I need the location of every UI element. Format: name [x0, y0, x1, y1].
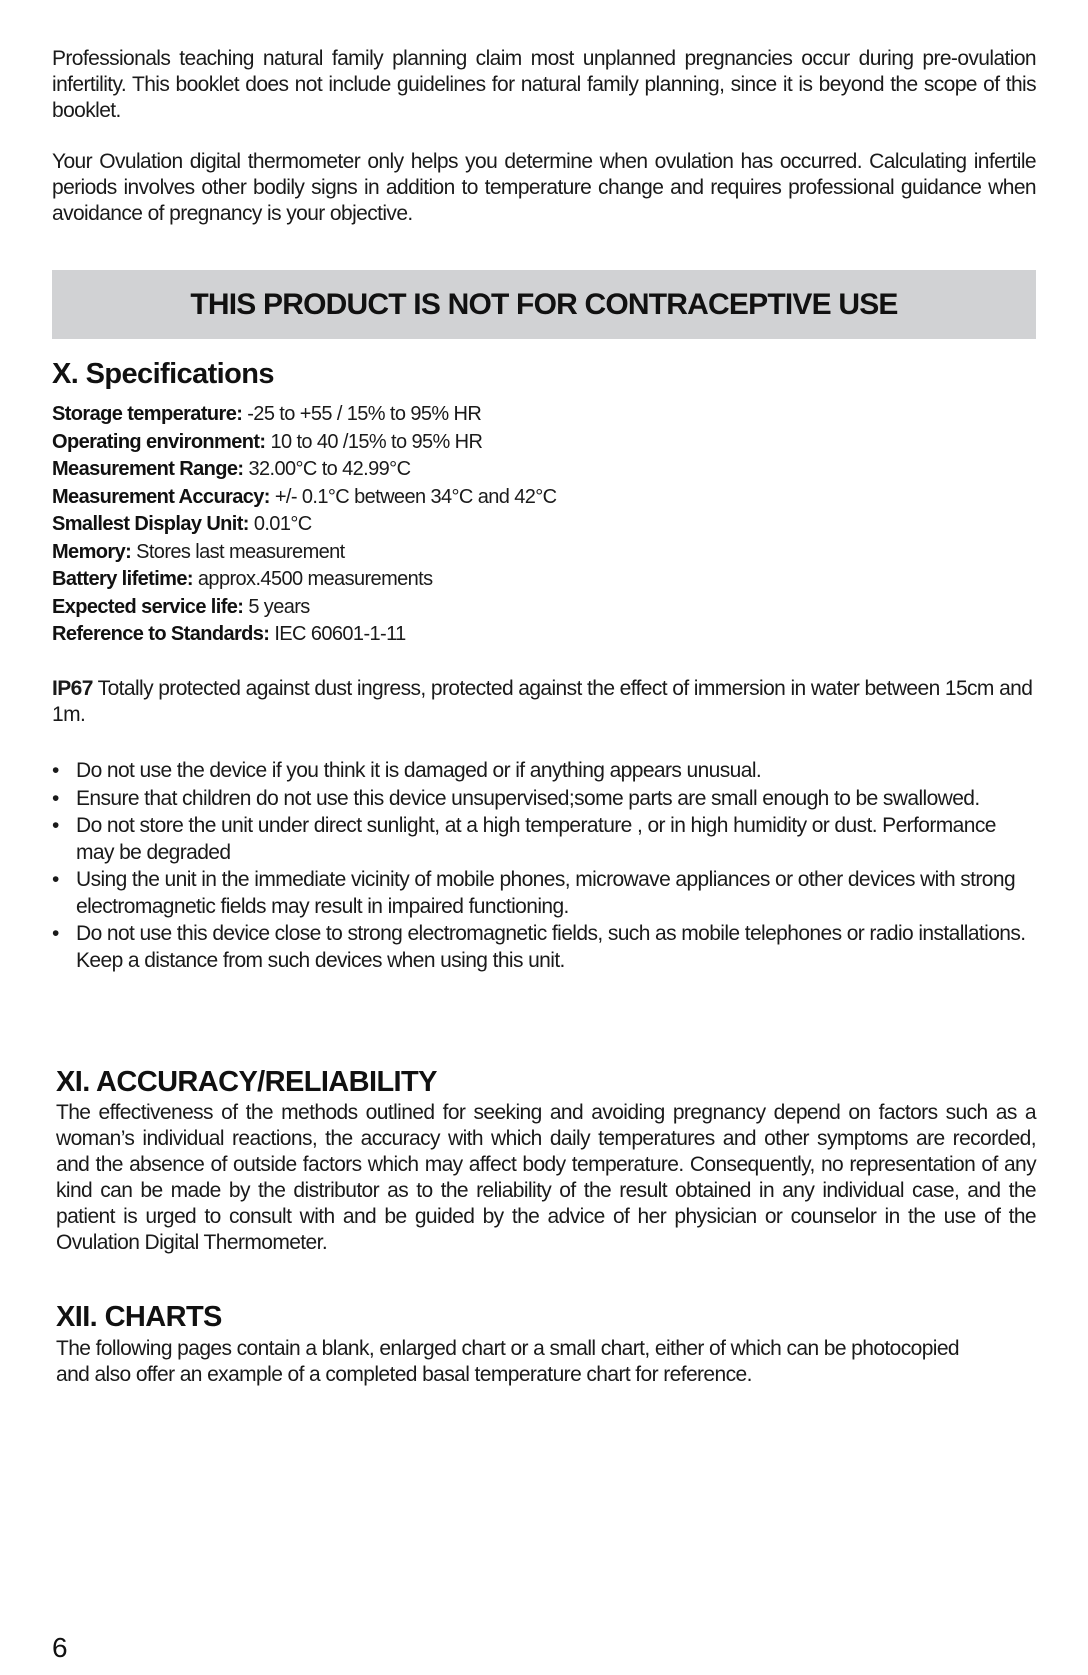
list-item: [52, 758, 1036, 785]
spec-value: 10 to 40 /15% to 95% HR: [265, 430, 483, 453]
list-item: [52, 813, 1036, 866]
intro-paragraph-2: Your Ovulation digital thermometer only helps you determine when ovulation has occurred. Calculating infertile periods involves other bodily signs in addition to temperature change and requires professional guidance when avoidance of pregnancy is your objective.: [52, 150, 1036, 225]
specifications-heading: X. Specifications: [52, 358, 274, 390]
spec-value: 32.00°C to 42.99°C: [243, 458, 411, 480]
spec-memory: [52, 539, 557, 567]
spec-value: +/- 0.1°C between 34°C and 42°C: [269, 485, 557, 508]
ip-rating-text: Totally protected against dust ingress, protected against the effect of immersion in water between 15cm and 1m.: [52, 677, 1033, 726]
bullet-icon: •: [52, 814, 59, 837]
spec-label: Storage temperature:: [52, 403, 243, 425]
spec-value: 5 years: [243, 595, 310, 618]
spec-value: Stores last measurement: [131, 540, 345, 563]
list-item-text: Do not store the unit under direct sunlight, at a high temperature , or in high humidity or dust. Performance may be degraded: [76, 814, 996, 864]
spec-label: Measurement Accuracy:: [52, 485, 270, 508]
list-item-text: Ensure that children do not use this device unsupervised;some parts are small enough to be swallowed.: [76, 786, 980, 810]
intro-paragraph-1: Professionals teaching natural family planning claim most unplanned pregnancies occur during pre-ovulation infertility. This booklet does not include guidelines for natural family planning, since it is beyond the scope of this booklet.: [52, 47, 1036, 122]
bullet-icon: •: [52, 922, 59, 945]
spec-label: Smallest Display Unit:: [52, 513, 249, 535]
list-item-text: Using the unit in the immediate vicinity of mobile phones, microwave appliances or other devices with strong electromagnetic fields may result in impaired functioning.: [76, 868, 1016, 918]
banner-text: THIS PRODUCT IS NOT FOR CONTRACEPTIVE USE: [190, 287, 898, 321]
bullet-icon: •: [52, 759, 59, 782]
list-item: [52, 921, 1036, 974]
spec-reference-standards: [52, 621, 557, 649]
spec-operating-environment: [52, 429, 557, 457]
spec-label: Reference to Standards:: [52, 623, 270, 645]
spec-value: 0.01°C: [248, 513, 312, 535]
safety-warnings-list: [52, 758, 1036, 975]
list-item: [52, 867, 1036, 920]
spec-label: Measurement Range:: [52, 458, 244, 480]
bullet-icon: •: [52, 786, 59, 810]
bullet-icon: •: [52, 868, 59, 891]
charts-heading: XII. CHARTS: [56, 1301, 222, 1333]
spec-storage-temperature: [52, 401, 557, 429]
spec-label: Battery lifetime:: [52, 568, 193, 590]
spec-smallest-display-unit: [52, 511, 557, 539]
page-number: 6: [52, 1632, 68, 1663]
ip-rating-label: IP67: [52, 677, 93, 700]
spec-measurement-range: [52, 456, 557, 484]
spec-expected-service-life: [52, 594, 557, 622]
list-item-text: Do not use the device if you think it is damaged or if anything appears unusual.: [76, 759, 762, 782]
list-item-text: Do not use this device close to strong electromagnetic fields, such as mobile telephones or radio installations. Keep a distance from such devices when using this unit.: [76, 922, 1026, 972]
contraceptive-warning-banner: [52, 270, 1036, 339]
spec-label: Memory:: [52, 540, 132, 563]
spec-measurement-accuracy: [52, 484, 557, 512]
spec-value: IEC 60601-1-11: [269, 623, 406, 645]
list-item: [52, 786, 1036, 813]
spec-label: Expected service life:: [52, 595, 244, 618]
accuracy-heading: XI. ACCURACY/RELIABILITY: [56, 1066, 437, 1098]
accuracy-paragraph: The effectiveness of the methods outlined for seeking and avoiding pregnancy depend on factors such as a woman’s individual reactions, the accuracy with which daily temperatures and other symptoms are recorded, and the absence of outside factors which may affect body temperature. Consequently, no representation of any kind can be made by the distributor as to the reliability of the result obtained in any individual case, and the patient is urged to consult with and be guided by the advice of her physician or counselor in the use of the Ovulation Digital Thermometer.: [56, 1101, 1036, 1254]
ip-rating-paragraph: [52, 676, 1036, 728]
spec-value: approx.4500 measurements: [192, 568, 433, 590]
spec-label: Operating environment:: [52, 430, 266, 453]
spec-battery-lifetime: [52, 566, 557, 594]
spec-value: -25 to +55 / 15% to 95% HR: [242, 403, 482, 425]
charts-paragraph: The following pages contain a blank, enlarged chart or a small chart, either of which can be photocopied and also offer an example of a completed basal temperature chart for reference.: [56, 1337, 960, 1386]
specifications-list: [52, 401, 557, 649]
